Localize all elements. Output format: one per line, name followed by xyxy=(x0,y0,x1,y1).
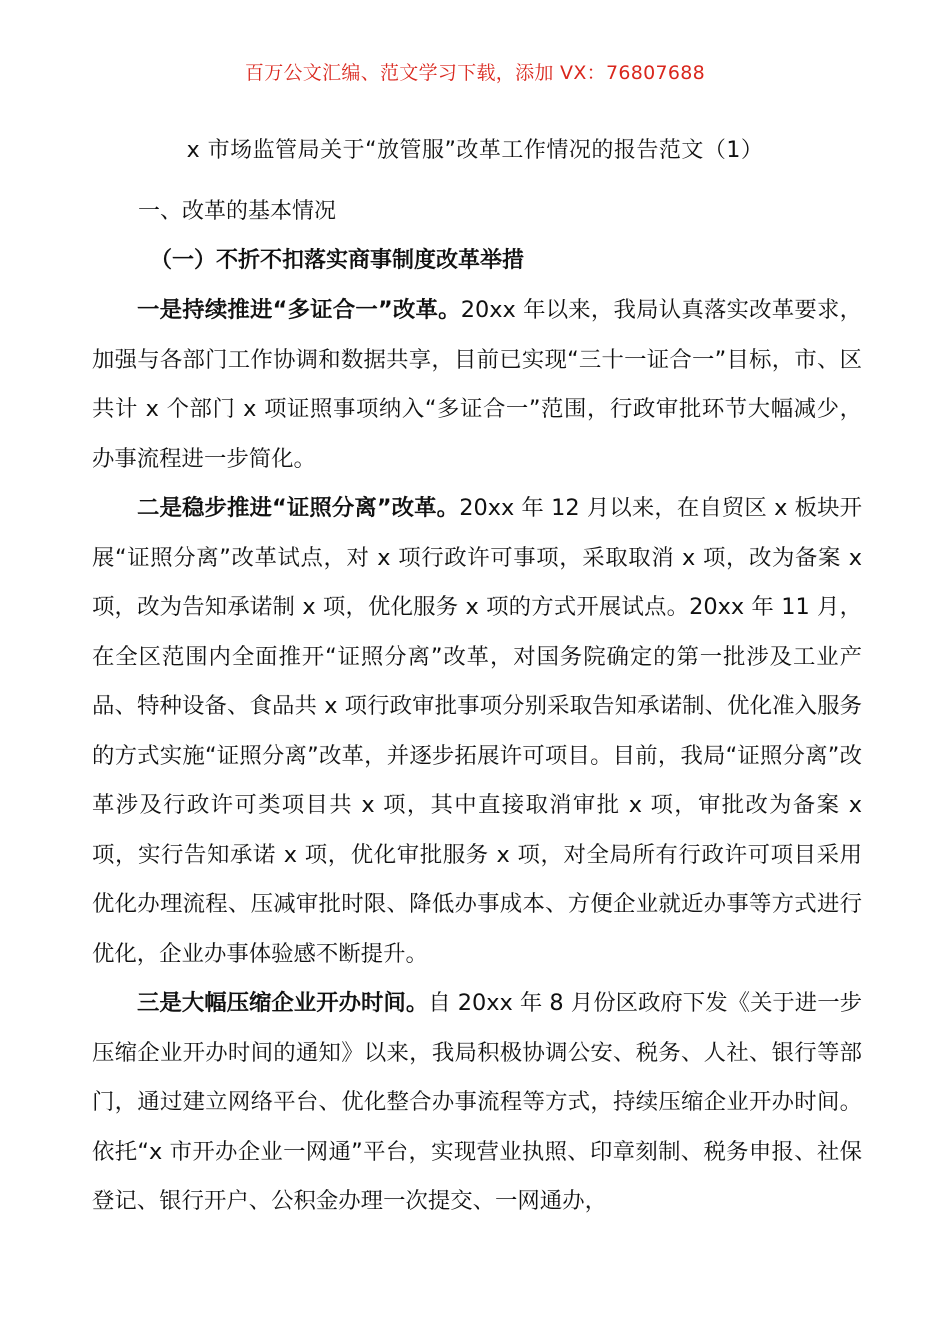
paragraph-lead: 一是持续推进“多证合一”改革。 xyxy=(137,297,461,323)
document-title: x 市场监管局关于“放管服”改革工作情况的报告范文（1） xyxy=(186,138,764,163)
promo-header: 百万公文汇编、范文学习下载，添加 VX：76807688 xyxy=(244,62,706,84)
paragraph-text: 20xx 年以来，我局认真落实改革要求，加强与各部门工作协调和数据共享，目前已实现“三十一证合一”目标，市、区共计 x 个部门 x 项证照事项纳入“多证合一”范围，行政审批环节大幅减少，办事流程进一步简化。 xyxy=(92,297,862,472)
paragraph-text: 自 20xx 年 8 月份区政府下发《关于进一步压缩企业开办时间的通知》以来，我局积极协调公安、税务、人社、银行等部门，通过建立网络平台、优化整合办事流程等方式，持续压缩企业开办时间。依托“x 市开办企业一网通”平台，实现营业执照、印章刻制、税务申报、社保登记、银行开户、公积金办理一次提交、一网通办， xyxy=(92,990,863,1214)
paragraph-1 xyxy=(92,286,862,484)
document-body xyxy=(92,286,862,1227)
paragraph-lead: 三是大幅压缩企业开办时间。 xyxy=(137,990,429,1016)
sub-heading: （一）不折不扣落实商事制度改革举措 xyxy=(150,248,525,273)
section-heading: 一、改革的基本情况 xyxy=(138,199,337,224)
paragraph-text: 20xx 年 12 月以来，在自贸区 x 板块开展“证照分离”改革试点，对 x 项行政许可事项，采取取消 x 项，改为备案 x 项，改为告知承诺制 x 项，优化服务 x 项的方式开展试点。20xx 年 11 月，在全区范围内全面推开“证照分离”改革，对国务院确定的第一批涉及工业产品、特种设备、食品共 x 项行政审批事项分别采取告知承诺制、优化准入服务的方式实施“证照分离”改革，并逐步拓展许可项目。目前，我局“证照分离”改革涉及行政许可类项目共 x 项，其中直接取消审批 x 项，审批改为备案 x 项，实行告知承诺 x 项，优化审批服务 x 项，对全局所有行政许可项目采用优化办理流程、压减审批时限、降低办事成本、方便企业就近办事等方式进行优化，企业办事体验感不断提升。 xyxy=(92,495,863,967)
paragraph-2 xyxy=(92,484,862,979)
paragraph-3 xyxy=(92,979,862,1227)
paragraph-lead: 二是稳步推进“证照分离”改革。 xyxy=(137,495,460,521)
